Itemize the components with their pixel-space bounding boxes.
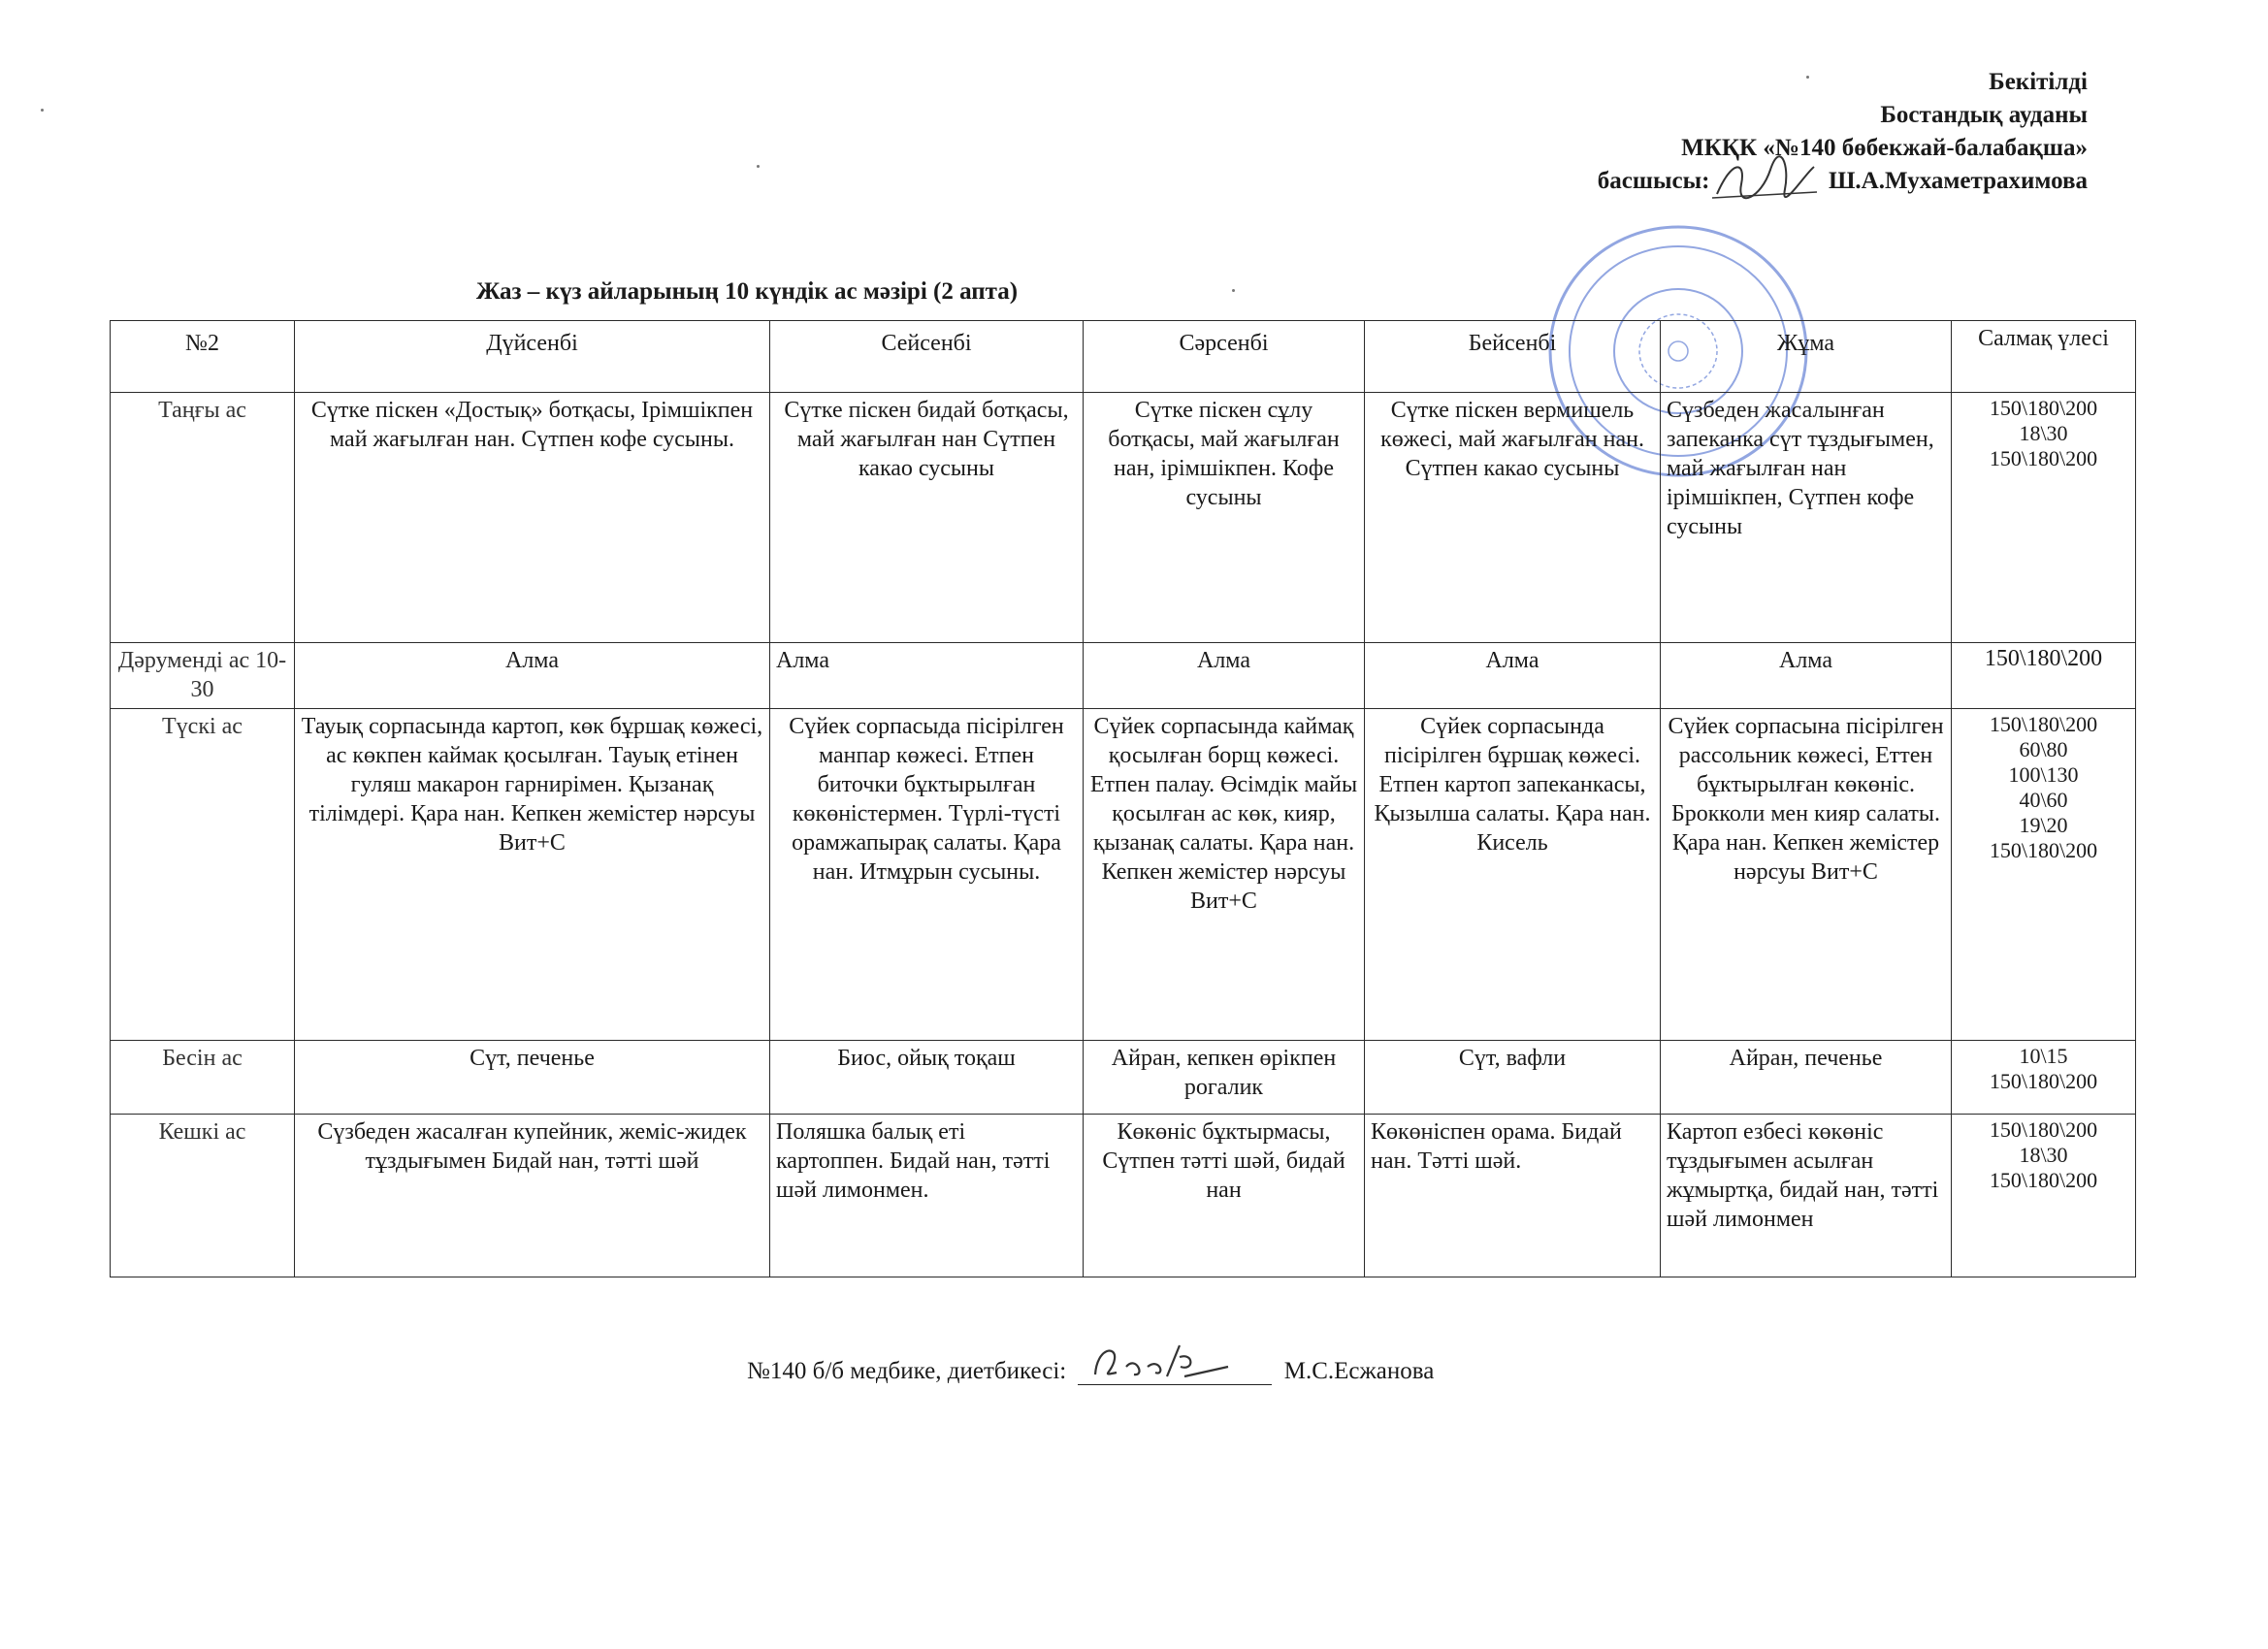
menu-cell: Көкөніспен орама. Бидай нан. Тәтті шәй. — [1365, 1115, 1661, 1277]
col-header-monday: Дүйсенбі — [295, 321, 770, 393]
head-signature-line — [1598, 165, 2088, 198]
approved-label: Бекітілді — [1989, 69, 2088, 95]
nurse-name: М.С.Есжанова — [1283, 1358, 1435, 1384]
table-header-row — [111, 321, 2136, 393]
weight-cell — [1952, 643, 2136, 709]
menu-cell: Картоп езбесі көкөніс тұздығымен асылған жұмыртқа, бидай нан, тәтті шәй лимонмен — [1661, 1115, 1952, 1277]
menu-cell: Сүтке піскен вермишель көжесі, май жағылған нан. Сүтпен какао сусыны — [1365, 393, 1661, 643]
menu-cell: Биос, ойық тоқаш — [770, 1041, 1084, 1115]
menu-cell: Сүзбеден жасалған купейник, жеміс-жидек тұздығымен Бидай нан, тәтті шәй — [295, 1115, 770, 1277]
weight-cell — [1952, 709, 2136, 1041]
table-row — [111, 1041, 2136, 1115]
approval-block — [1598, 66, 2088, 198]
menu-cell: Сүтке піскен бидай ботқасы, май жағылған нан Сүтпен какао сусыны — [770, 393, 1084, 643]
head-label: басшысы: — [1597, 168, 1710, 194]
table-row — [111, 393, 2136, 643]
menu-cell: Сүйек сорпасыда пісірілген манпар көжесі. Етпен биточки бұктырылған көкөністермен. Түрлі-түсті орамжапырақ салаты. Қара нан. Итмұрын сусыны. — [770, 709, 1084, 1041]
menu-cell: Сүзбеден жасалынған запеканка сүт тұздығымен, май жағылған нан ірімшікпен, Сүтпен кофе сусыны — [1661, 393, 1952, 643]
weight-value: 150\180\200 — [1984, 646, 2103, 671]
weight-value: 150\180\200 60\80 100\130 40\60 19\20 150\180\200 — [1989, 712, 2098, 862]
meal-name: Кешкі ас — [111, 1115, 295, 1277]
meal-name: Дәрумендi ас 10-30 — [111, 643, 295, 709]
menu-cell: Алма — [295, 643, 770, 709]
col-header-weight: Салмақ үлесі — [1952, 321, 2136, 393]
menu-cell: Алма — [1661, 643, 1952, 709]
nurse-signature-icon — [1087, 1338, 1233, 1386]
menu-title: Жаз – күз айларының 10 күндік ас мәзірі (2 апта) — [475, 278, 1019, 305]
menu-cell: Алма — [770, 643, 1084, 709]
scan-speck — [757, 165, 760, 168]
weight-value: 10\15 150\180\200 — [1989, 1044, 2098, 1093]
menu-cell: Сүт, печенье — [295, 1041, 770, 1115]
nurse-label: №140 б/б медбике, диетбикесі: — [747, 1358, 1067, 1384]
menu-table — [110, 320, 2136, 1277]
table-row — [111, 709, 2136, 1041]
col-header-wednesday: Сәрсенбі — [1084, 321, 1365, 393]
district-label: Бостандық ауданы — [1880, 102, 2088, 128]
col-header-tuesday: Сейсенбі — [770, 321, 1084, 393]
meal-name: Түскі ас — [111, 709, 295, 1041]
table-row — [111, 643, 2136, 709]
col-header-thursday: Бейсенбі — [1365, 321, 1661, 393]
menu-cell: Поляшка балық еті картоппен. Бидай нан, тәтті шәй лимонмен. — [770, 1115, 1084, 1277]
col-header-friday: Жұма — [1661, 321, 1952, 393]
menu-cell: Алма — [1365, 643, 1661, 709]
nurse-signature-line — [747, 1358, 1434, 1385]
scan-speck — [41, 109, 44, 112]
menu-cell: Сүтке піскен сұлу ботқасы, май жағылған нан, ірімшікпен. Кофе сусыны — [1084, 393, 1365, 643]
signature-blank — [1078, 1359, 1272, 1385]
head-name: Ш.А.Мухаметрахимова — [1828, 168, 2088, 194]
meal-name: Бесін ас — [111, 1041, 295, 1115]
menu-cell: Сүт, вафли — [1365, 1041, 1661, 1115]
weight-value: 150\180\200 18\30 150\180\200 — [1989, 1117, 2098, 1192]
col-header-number: №2 — [111, 321, 295, 393]
table-row — [111, 1115, 2136, 1277]
weight-value: 150\180\200 18\30 150\180\200 — [1989, 396, 2098, 470]
menu-cell: Айран, кепкен өрікпен рогалик — [1084, 1041, 1365, 1115]
menu-cell: Сүйек сорпасына пісірілген рассольник көжесі, Еттен бұктырылған көкөніс. Брокколи мен кияр салаты. Қара нан. Кепкен жемістер нәрсуы Вит+С — [1661, 709, 1952, 1041]
weight-cell — [1952, 1041, 2136, 1115]
menu-cell: Сүйек сорпасында каймақ қосылған борщ көжесі. Етпен палау. Өсімдік майы қосылған ас көк, кияр, қызанақ салаты. Қара нан. Кепкен жемістер нәрсуы Вит+С — [1084, 709, 1365, 1041]
menu-cell: Алма — [1084, 643, 1365, 709]
organization-name: МКҚК «№140 бөбекжай-балабақша» — [1681, 135, 2088, 161]
menu-cell: Көкөніс бұктырмасы, Сүтпен тәтті шәй, бидай нан — [1084, 1115, 1365, 1277]
menu-cell: Сүтке піскен «Достық» ботқасы, Ірімшікпен май жағылған нан. Сүтпен кофе сусыны. — [295, 393, 770, 643]
weight-cell — [1952, 1115, 2136, 1277]
meal-name: Таңғы ас — [111, 393, 295, 643]
weight-cell — [1952, 393, 2136, 643]
head-signature-icon — [1712, 155, 1819, 204]
menu-cell: Тауық сорпасында картоп, көк бұршақ көжесі, ас көкпен каймак қосылған. Тауық етінен гуляш макарон гарнирімен. Қызанақ тілімдері. Қара нан. Кепкен жемістер нәрсуы Вит+С — [295, 709, 770, 1041]
menu-cell: Сүйек сорпасында пісірілген бұршақ көжесі. Етпен картоп запеканкасы, Қызылша салаты. Қара нан. Кисель — [1365, 709, 1661, 1041]
menu-cell: Айран, печенье — [1661, 1041, 1952, 1115]
